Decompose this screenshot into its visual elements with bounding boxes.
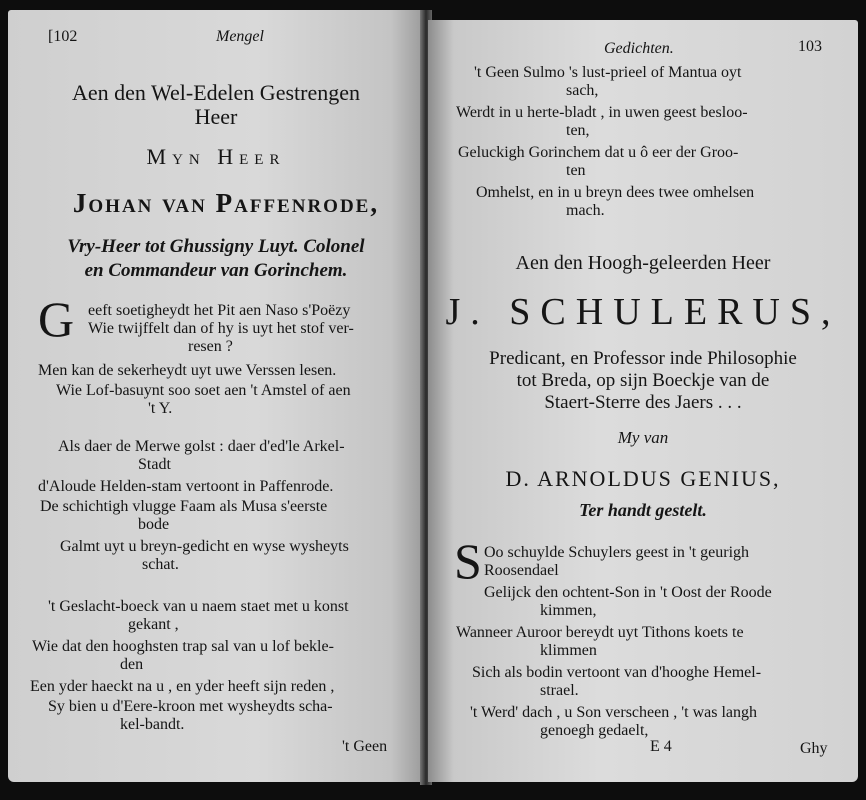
right-subtitle-line3: Staert-Sterre des Jaers . . .: [544, 392, 742, 413]
right-author-heading: D. ARNOLDUS GENIUS,: [505, 466, 781, 491]
left-name-heading: Johan van Paffenrode,: [72, 188, 380, 218]
verse-line: Werdt in u herte-bladt , in uwen geest besloo-: [456, 104, 748, 121]
verse-line: mach.: [566, 202, 605, 219]
verse-line: De schichtigh vlugge Faam als Musa s'eerste: [40, 498, 328, 515]
left-page: [8, 10, 424, 782]
verse-line: Galmt uyt u breyn-gedicht en wyse wysheyts: [60, 538, 349, 555]
verse-line: Geluckigh Gorinchem dat u ô eer der Groo-: [458, 144, 739, 161]
verse-line: d'Aloude Helden-stam vertoont in Paffenrode.: [38, 478, 334, 495]
verse-line: Wie Lof-basuynt soo soet aen 't Amstel of aen: [56, 382, 351, 399]
verse-line: 't Werd' dach , u Son verscheen , 't was langh: [470, 704, 757, 721]
verse-line: 't Geen Sulmo 's lust-prieel of Mantua oyt: [474, 64, 742, 81]
ter-handt-line: Ter handt gestelt.: [579, 500, 707, 520]
my-van-label: My van: [617, 428, 669, 447]
right-subtitle-line1: Predicant, en Professor inde Philosophie: [489, 348, 797, 369]
verse-line: den: [120, 656, 144, 673]
verse-line: Gelijck den ochtent-Son in 't Oost der Roode: [484, 584, 772, 601]
right-drop-cap: S: [454, 533, 482, 589]
verse-line: Stadt: [138, 456, 171, 473]
right-name-heading: J. SCHULERUS,: [445, 291, 841, 333]
verse-line: 't Y.: [148, 400, 173, 417]
verse-line: genoegh gedaelt,: [540, 722, 649, 739]
verse-line: Wanneer Auroor bereydt uyt Tithons koets te: [456, 624, 744, 641]
right-subtitle-line2: tot Breda, op sijn Boeckje van de: [516, 370, 770, 391]
verse-line: klimmen: [540, 642, 597, 659]
right-page: [428, 20, 858, 782]
verse-line: strael.: [540, 682, 579, 699]
left-catchword: 't Geen: [342, 738, 388, 755]
verse-line: Oo schuylde Schuylers geest in 't geurigh: [484, 544, 750, 561]
verse-line: Sy bien u d'Eere-kroon met wysheydts scha-: [48, 698, 333, 715]
left-title-line1: Aen den Wel-Edelen Gestrengen: [72, 80, 360, 105]
verse-line: Sich als bodin vertoont van d'hooghe Hemel-: [472, 664, 762, 681]
verse-line: Wie dat den hooghsten trap sal van u lof bekle-: [32, 638, 334, 655]
verse-line: Omhelst, en in u breyn dees twee omhelsen: [476, 184, 755, 201]
verse-line: sach,: [566, 82, 599, 99]
verse-line: kel-bandt.: [120, 716, 185, 733]
verse-line: gekant ,: [128, 616, 179, 633]
left-drop-cap: G: [38, 291, 75, 347]
left-title-line2: Heer: [194, 104, 238, 129]
right-title-line1: Aen den Hoogh-geleerden Heer: [515, 252, 771, 274]
verse-line: ten,: [566, 122, 590, 139]
right-page-number: 103: [798, 38, 822, 55]
verse-line: Als daer de Merwe golst : daer d'ed'le Arkel-: [58, 438, 345, 455]
left-page-number: [102: [48, 28, 78, 45]
verse-line: kimmen,: [540, 602, 597, 619]
left-subtitle-line1: Vry-Heer tot Ghussigny Luyt. Colonel: [67, 236, 365, 257]
signature-mark: E 4: [650, 738, 672, 755]
right-catchword: Ghy: [800, 740, 828, 757]
left-subtitle-line2: en Commandeur van Gorinchem.: [84, 260, 348, 281]
left-running-head: Mengel: [216, 28, 264, 45]
right-running-head: Gedichten.: [604, 40, 674, 57]
verse-line: Wie twijffelt dan of hy is uyt het stof ver-: [88, 320, 354, 337]
verse-line: ten: [566, 162, 586, 179]
verse-line: Roosendael: [484, 562, 559, 579]
verse-line: 't Geslacht-boeck van u naem staet met u konst: [48, 598, 349, 615]
verse-line: schat.: [142, 556, 179, 573]
verse-line: Men kan de sekerheydt uyt uwe Verssen lesen.: [38, 362, 337, 379]
verse-line: bode: [138, 516, 170, 533]
myn-heer-heading: Myn Heer: [146, 144, 286, 169]
verse-line: resen ?: [188, 338, 233, 355]
verse-line: Een yder haeckt na u , en yder heeft sijn reden ,: [30, 678, 335, 695]
verse-line: eeft soetigheydt het Pit aen Naso s'Poëzy: [88, 302, 351, 319]
